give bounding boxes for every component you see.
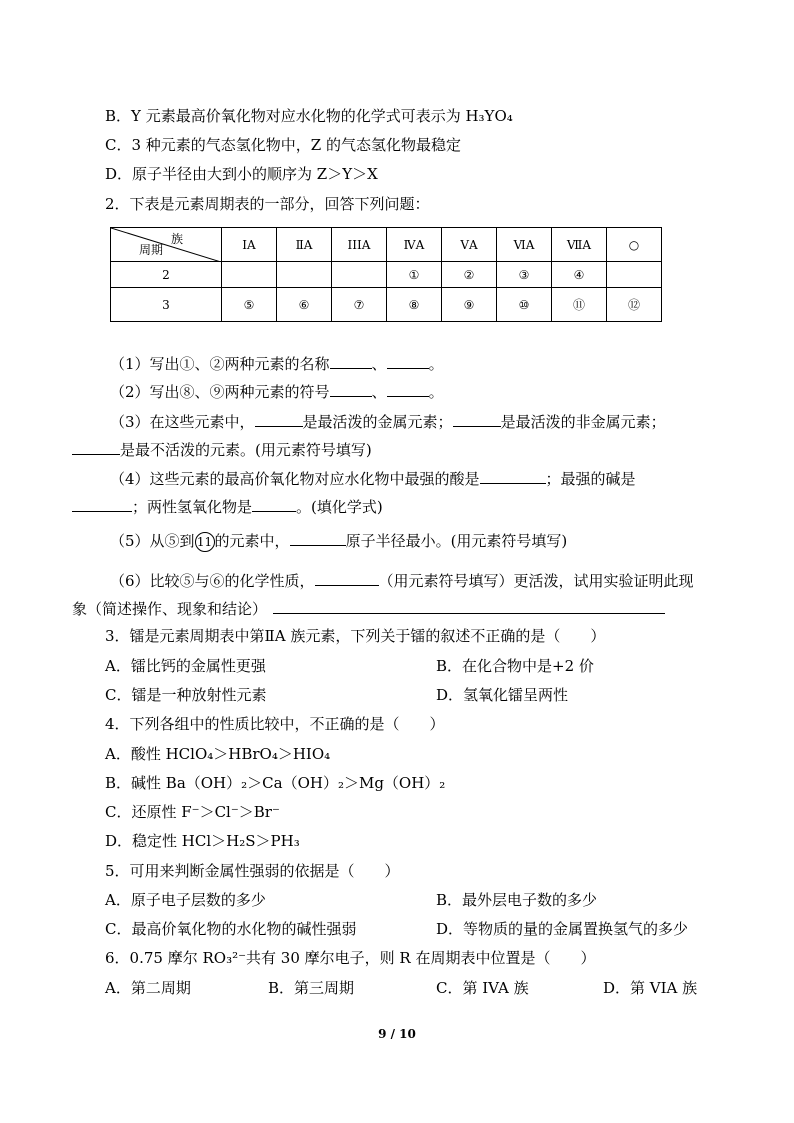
option-b-line: B．Y 元素最高价氧化物对应水化物的化学式可表示为 H₃YO₄ [105,107,513,125]
element-cell [332,262,387,288]
option-d-line: D．原子半径由大到小的顺序为 Z＞Y＞X [105,165,378,183]
sub-question-text: 。(填化学式) [296,498,383,516]
sub-question-text: 是最不活泼的元素。(用元素符号填写) [120,441,372,459]
group-header: ⅣA [387,228,442,262]
answer-blank[interactable] [252,495,296,512]
answer-blank[interactable] [453,410,501,427]
group-header: ⅦA [552,228,607,262]
q4-option-c: C．还原性 F⁻＞Cl⁻＞Br⁻ [105,803,280,821]
group-header: IIIA [332,228,387,262]
period-cell: 2 [111,262,222,288]
sub-question-6-line-2 [72,597,665,619]
answer-blank[interactable] [387,352,429,369]
answer-blank[interactable] [315,569,379,586]
q4-option-a: A．酸性 HClO₄＞HBrO₄＞HIO₄ [105,745,331,763]
q6-option-b: B．第三周期 [268,979,355,997]
element-cell: ① [387,262,442,288]
answer-blank[interactable] [290,529,346,546]
group-header: ○ [607,228,662,262]
group-header: ⅡA [277,228,332,262]
group-header: ⅤA [442,228,497,262]
sub-question-text: （5）从⑤到 [110,532,195,550]
element-cell: ⑤ [222,288,277,322]
sub-question-5 [110,529,567,552]
question-5-stem: 5．可用来判断金属性强弱的依据是（ ） [105,862,400,880]
header-group-label: 族 [170,232,183,246]
element-cell: ⑫ [607,288,662,322]
sub-question-text: ；最强的碱是 [545,470,636,488]
element-cell: ⑩ [497,288,552,322]
element-cell: ⑨ [442,288,497,322]
question-2-stem: 2．下表是元素周期表的一部分，回答下列问题： [105,195,430,213]
q6-option-c: C．第 IVA 族 [436,979,529,997]
sub-question-text: 象（简述操作、现象和结论） [72,600,268,618]
question-3-stem: 3．镭是元素周期表中第ⅡA 族元素，下列关于镭的叙述不正确的是（ ） [105,627,606,645]
element-cell: ④ [552,262,607,288]
element-cell: ⑪ [552,288,607,322]
q3-option-a: A．镭比钙的金属性更强 [105,657,266,675]
circled-number-11: 11 [195,532,215,552]
end-punct: 。 [428,355,444,373]
sub-question-3-line-1 [110,410,666,432]
q5-option-b: B．最外层电子数的多少 [436,891,598,909]
q5-option-a: A．原子电子层数的多少 [105,891,266,909]
answer-blank[interactable] [273,597,665,614]
sub-question-text: （6）比较⑤与⑥的化学性质， [110,572,315,590]
table-row [111,288,662,322]
element-cell [607,262,662,288]
q3-option-b: B．在化合物中是+2 价 [436,657,594,675]
element-cell: ③ [497,262,552,288]
question-6-stem: 6．0.75 摩尔 RO₃²⁻共有 30 摩尔电子，则 R 在周期表中位置是（ ） [105,949,596,967]
answer-blank[interactable] [480,467,546,484]
table-row [111,262,662,288]
sub-question-text: ；两性氢氧化物是 [132,498,253,516]
group-header: IA [222,228,277,262]
group-header: ⅥA [497,228,552,262]
periodic-table-excerpt [110,227,662,322]
sub-question-text: 原子半径最小。(用元素符号填写) [345,532,568,550]
q3-option-d: D．氢氧化镭呈两性 [436,686,569,704]
diagonal-line-icon [111,228,221,262]
q5-option-c: C．最高价氧化物的水化物的碱性强弱 [105,920,357,938]
q4-option-b: B．碱性 Ba（OH）₂＞Ca（OH）₂＞Mg（OH）₂ [105,774,446,792]
q3-option-c: C．镭是一种放射性元素 [105,686,267,704]
answer-blank[interactable] [330,380,372,397]
answer-blank[interactable] [72,438,120,455]
table-corner-cell [111,228,222,262]
separator-text: 、 [371,383,387,401]
sub-question-text: 是最活泼的金属元素； [302,413,453,431]
q6-option-d: D．第 VIA 族 [603,979,698,997]
element-cell: ⑧ [387,288,442,322]
sub-question-text: （1）写出①、②两种元素的名称 [110,355,330,373]
separator-text: 、 [371,355,387,373]
sub-question-text: （用元素符号填写）更活泼，试用实验证明此现 [378,572,694,590]
sub-question-4-line-2 [72,495,383,517]
sub-question-text: （3）在这些元素中， [110,413,255,431]
element-cell: ② [442,262,497,288]
question-4-stem: 4．下列各组中的性质比较中，不正确的是（ ） [105,715,445,733]
sub-question-text: （2）写出⑧、⑨两种元素的符号 [110,383,330,401]
sub-question-text: 是最活泼的非金属元素； [500,413,666,431]
answer-blank[interactable] [255,410,303,427]
header-period-label: 周期 [139,243,164,257]
sub-question-2 [110,380,444,402]
q6-option-a: A．第二周期 [105,979,191,997]
end-punct: 。 [428,383,444,401]
element-cell: ⑦ [332,288,387,322]
sub-question-4-line-1 [110,467,636,489]
answer-blank[interactable] [330,352,372,369]
element-cell [277,262,332,288]
sub-question-text: 的元素中， [214,532,290,550]
q4-option-d: D．稳定性 HCl＞H₂S＞PH₃ [105,832,300,850]
period-cell: 3 [111,288,222,322]
option-c-line: C．3 种元素的气态氢化物中，Z 的气态氢化物最稳定 [105,136,461,154]
element-cell [222,262,277,288]
sub-question-6-line-1 [110,569,694,591]
q5-option-d: D．等物质的量的金属置换氢气的多少 [436,920,689,938]
element-cell: ⑥ [277,288,332,322]
answer-blank[interactable] [387,380,429,397]
answer-blank[interactable] [72,495,132,512]
sub-question-1 [110,352,444,374]
sub-question-text: （4）这些元素的最高价氧化物对应水化物中最强的酸是 [110,470,480,488]
page-number: 9 / 10 [378,1027,416,1041]
sub-question-3-line-2 [72,438,372,460]
